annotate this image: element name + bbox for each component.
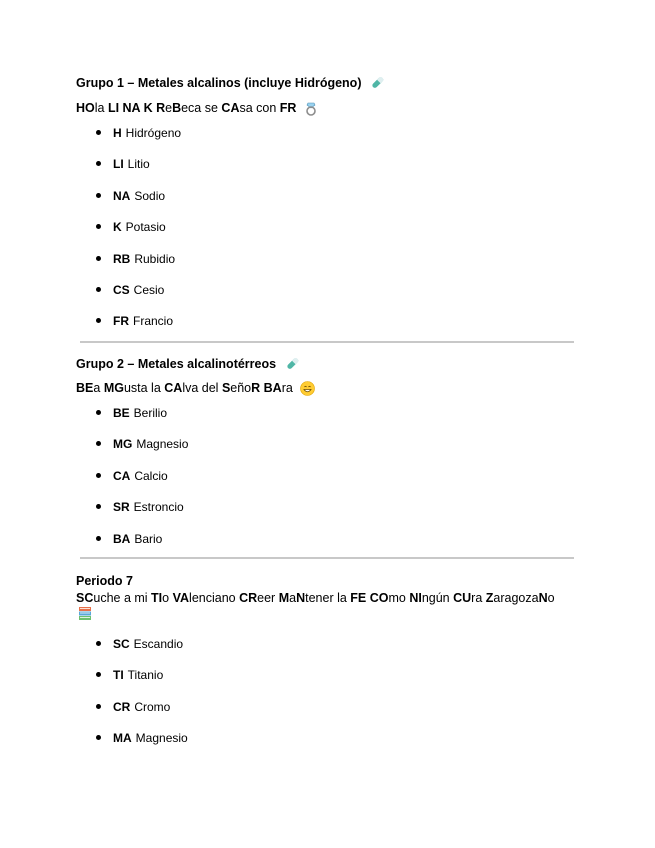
section-divider (80, 341, 574, 343)
mnemonic-fragment: Z (485, 591, 494, 605)
element-name: Estroncio (133, 500, 184, 514)
mnemonic-fragment: ra (471, 591, 486, 605)
mnemonic-fragment: lenciano (189, 591, 240, 605)
list-item (96, 220, 166, 234)
element-symbol: MG (113, 437, 133, 451)
group1-heading-text: Grupo 1 – Metales alcalinos (incluye Hidrógeno) (76, 76, 362, 90)
list-item (96, 157, 150, 171)
bullet-dot (96, 473, 101, 478)
group2-mnemonic (76, 381, 315, 396)
group2-heading-text: Grupo 2 – Metales alcalinotérreos (76, 357, 277, 371)
mnemonic-fragment: e (165, 101, 173, 115)
mnemonic-fragment: mo (388, 591, 410, 605)
mnemonic-fragment: CR (239, 591, 258, 605)
mnemonic-fragment: FE CO (350, 591, 389, 605)
element-symbol: CS (113, 283, 130, 297)
mnemonic-fragment: NI (409, 591, 422, 605)
books-icon (78, 606, 92, 624)
bullet-dot (96, 410, 101, 415)
element-name: Francio (133, 314, 174, 328)
element-name: Calcio (134, 469, 168, 483)
mnemonic-fragment: o (547, 591, 555, 605)
list-item (96, 283, 164, 297)
element-symbol: SR (113, 500, 130, 514)
mnemonic-fragment: eca se (181, 101, 222, 115)
period7-heading: Periodo 7 (76, 574, 133, 588)
group1-mnemonic-text (76, 101, 296, 115)
element-symbol: K (113, 220, 122, 234)
element-symbol: RB (113, 252, 131, 266)
element-name: Escandio (133, 637, 184, 651)
mnemonic-fragment: LI NA K R (107, 101, 166, 115)
element-name: Sodio (134, 189, 166, 203)
mnemonic-fragment: N (538, 591, 548, 605)
element-name: Rubidio (134, 252, 176, 266)
bullet-dot (96, 130, 101, 135)
mnemonic-fragment: tener la (305, 591, 351, 605)
element-name: Magnesio (136, 437, 189, 451)
mnemonic-fragment: SC (76, 591, 94, 605)
list-item (96, 637, 183, 651)
element-name: Cesio (133, 283, 165, 297)
mnemonic-fragment: sa con (239, 101, 280, 115)
mnemonic-fragment: la (94, 101, 108, 115)
list-item (96, 406, 167, 420)
mnemonic-fragment: N (296, 591, 306, 605)
element-symbol: BA (113, 532, 131, 546)
mnemonic-fragment: M (278, 591, 290, 605)
element-symbol: BE (113, 406, 130, 420)
bullet-dot (96, 441, 101, 446)
group1-mnemonic (76, 101, 318, 116)
element-name: Hidrógeno (125, 126, 182, 140)
element-name: Bario (134, 532, 163, 546)
element-symbol: CA (113, 469, 131, 483)
element-name: Titanio (127, 668, 164, 682)
mnemonic-fragment: aragoza (493, 591, 539, 605)
ring-icon (304, 102, 318, 116)
mnemonic-fragment: CU (453, 591, 472, 605)
bullet-dot (96, 256, 101, 261)
mnemonic-fragment: CA (164, 381, 183, 395)
group2-mnemonic-text (76, 381, 293, 395)
bullet-dot (96, 318, 101, 323)
list-item (96, 532, 162, 546)
mnemonic-fragment: BE (76, 381, 94, 395)
element-symbol: NA (113, 189, 131, 203)
element-symbol: CR (113, 700, 131, 714)
mnemonic-fragment: R BA (251, 381, 282, 395)
test-tube-icon (369, 77, 385, 91)
list-item (96, 469, 168, 483)
mnemonic-fragment: B (172, 101, 182, 115)
bullet-dot (96, 735, 101, 740)
section-divider (80, 557, 574, 559)
mnemonic-fragment: uche a mi (93, 591, 152, 605)
mnemonic-fragment: a (289, 591, 297, 605)
period7-mnemonic-text (76, 591, 555, 605)
mnemonic-fragment: usta la (123, 381, 165, 395)
element-name: Litio (127, 157, 150, 171)
mnemonic-fragment: lva del (182, 381, 222, 395)
element-symbol: FR (113, 314, 129, 328)
list-item (96, 500, 184, 514)
element-symbol: SC (113, 637, 130, 651)
mnemonic-fragment: TI (151, 591, 163, 605)
test-tube-icon (284, 358, 300, 372)
bullet-dot (96, 704, 101, 709)
mnemonic-fragment: S (221, 381, 231, 395)
bullet-dot (96, 193, 101, 198)
mnemonic-fragment: MG (103, 381, 124, 395)
element-symbol: MA (113, 731, 132, 745)
list-item (96, 252, 175, 266)
group1-heading (76, 76, 385, 91)
mnemonic-fragment: HO (76, 101, 95, 115)
bullet-dot (96, 161, 101, 166)
bullet-dot (96, 641, 101, 646)
bullet-dot (96, 287, 101, 292)
list-item (96, 126, 181, 140)
mnemonic-fragment: FR (279, 101, 297, 115)
mnemonic-fragment: ra (281, 381, 293, 395)
mnemonic-fragment: a (93, 381, 104, 395)
element-name: Potasio (125, 220, 166, 234)
list-item (96, 189, 165, 203)
bullet-dot (96, 536, 101, 541)
list-item (96, 314, 173, 328)
mnemonic-fragment: CA (221, 101, 240, 115)
list-item (96, 668, 163, 682)
element-symbol: H (113, 126, 122, 140)
mnemonic-fragment: o (162, 591, 173, 605)
grinning-face-icon (300, 381, 315, 396)
list-item (96, 700, 170, 714)
period7-mnemonic (76, 591, 555, 605)
bullet-dot (96, 224, 101, 229)
mnemonic-fragment: ngún (421, 591, 454, 605)
mnemonic-fragment: V (172, 591, 181, 605)
list-item (96, 731, 188, 745)
element-symbol: TI (113, 668, 124, 682)
element-symbol: LI (113, 157, 124, 171)
mnemonic-fragment: eer (257, 591, 279, 605)
mnemonic-fragment: A (180, 591, 190, 605)
group2-heading (76, 357, 300, 372)
element-name: Magnesio (135, 731, 188, 745)
element-name: Berilio (133, 406, 168, 420)
element-name: Cromo (134, 700, 171, 714)
mnemonic-fragment: eño (230, 381, 252, 395)
bullet-dot (96, 672, 101, 677)
list-item (96, 437, 188, 451)
bullet-dot (96, 504, 101, 509)
